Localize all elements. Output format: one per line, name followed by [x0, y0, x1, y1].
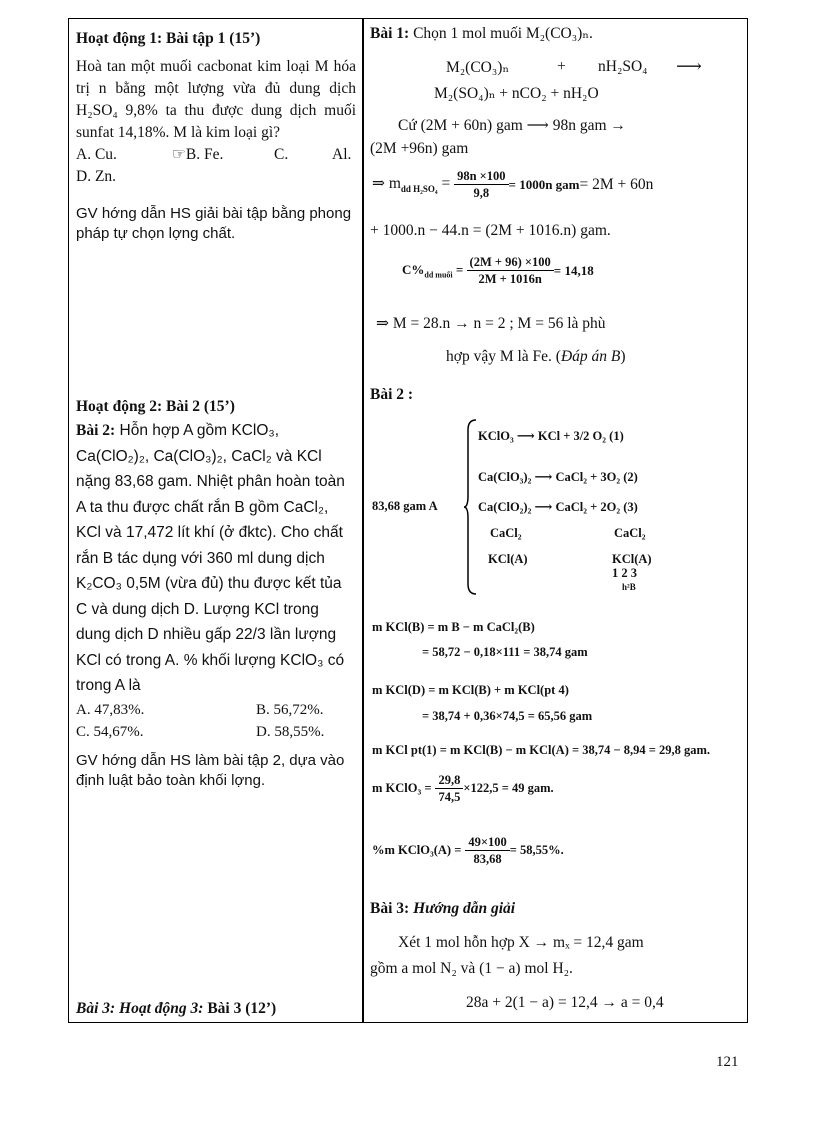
solution-3-line-1: Xét 1 mol hỗn hợp X → mₓ = 12,4 gam — [398, 934, 644, 951]
option-1b: ☞B. Fe. — [172, 146, 224, 163]
reaction-row-5-left: KCl(A) — [488, 552, 528, 566]
option-2a: A. 47,83%. — [76, 701, 145, 718]
option-2d: D. 58,55%. — [256, 723, 325, 740]
reaction-row-4-left: CaCl₂ — [490, 526, 522, 540]
total-solution-mass: + 1000.n − 44.n = (2M + 1016.n) gam. — [370, 222, 611, 239]
left-column-part2 — [76, 396, 356, 791]
teacher-note-2: GV hớng dẫn HS làm bài tập 2, dựa vào định luật bảo toàn khối lợng. — [76, 751, 345, 789]
activity-2-heading: Hoạt động 2: Bài 2 (15’) — [76, 398, 235, 415]
reaction-row-5-right: KCl(A) — [612, 552, 652, 566]
solution-3-heading: Bài 3: Hướng dẫn giải — [370, 900, 516, 917]
option-2c: C. 54,67%. — [76, 723, 144, 740]
reaction-arrow-icon: ⟶ — [676, 56, 702, 76]
reaction-row-7: h²B — [622, 582, 636, 592]
activity-3-heading: Bài 3: Hoạt động 3: Bài 3 (12’) — [76, 1000, 277, 1017]
option-2b: B. 56,72%. — [256, 701, 324, 718]
option-1c-label: C. — [274, 146, 289, 163]
activity-1-heading: Hoạt động 1: Bài tập 1 (15’) — [76, 30, 261, 47]
metal-result-line: ⇒ M = 28.n → n = 2 ; M = 56 là phù — [376, 315, 606, 332]
calc-line-2: = 58,72 − 0,18×111 = 38,74 gam — [422, 645, 588, 659]
kclo3-mass-eq: m KClO₃ = $\frac{29,8}{74,5}$ ×122,5 = 49 gam. — [372, 773, 554, 804]
mixture-a-mass: 83,68 gam A — [372, 499, 438, 513]
option-1a: A. Cu. — [76, 146, 117, 163]
reaction-eq-1: KClO₃ ⟶ KCl + 3/2 O₂ (1) — [478, 429, 624, 443]
h2so4-solution-mass: ⇒ $m_{dd H_2SO_4}$ = $\frac{98n \times 100}{9,8}$ = 1000n gam = 2M + 60n — [372, 169, 654, 200]
left-column — [76, 28, 356, 244]
exercise-1-text: Hoà tan một muối cacbonat kim loại M hóa trị n bằng một lượng vừa đủ dung dịch H₂SO₄ 9,8% ta thu được dung dịch muối sunfat 14,18%. M là kim loại gì? — [76, 58, 356, 141]
exercise-2-options — [76, 699, 356, 743]
calc-line-1: m KCl(B) = m B − m CaCl₂(B) — [372, 620, 535, 634]
solution-3-line-2: gồm a mol N₂ và (1 − a) mol H₂. — [370, 960, 573, 977]
reaction-eq-2: Ca(ClO₃)₂ ⟶ CaCl₂ + 3O₂ (2) — [478, 470, 638, 484]
solution-1-intro: Bài 1: Chọn 1 mol muối M₂(CO₃)ₙ. — [370, 25, 593, 42]
brace-icon — [464, 418, 478, 596]
calc-line-4: = 38,74 + 0,36×74,5 = 65,56 gam — [422, 709, 593, 723]
reaction-1-products: M₂(SO₄)ₙ + nCO₂ + nH₂O — [434, 85, 599, 102]
page-number: 121 — [716, 1054, 739, 1070]
kclo3-percent-eq: %m KClO₃(A) = $\frac{49\times 100}{83,68}$ = 58,55%. — [372, 835, 564, 866]
reaction-row-4-right: CaCl₂ — [614, 526, 646, 540]
exercise-1-options — [76, 144, 356, 166]
solution-3-line-3: 28a + 2(1 − a) = 12,4 → a = 0,4 — [466, 994, 664, 1011]
option-1c-value: Al. — [332, 146, 352, 163]
solution-2-label: Bài 2 : — [370, 386, 414, 403]
reaction-1-plus: + — [557, 58, 566, 75]
exercise-2-text: Bài 2: Hỗn hợp A gồm KClO₃, Ca(ClO₂)₂, Ca(ClO₃)₂, CaCl₂ và KCl nặng 83,68 gam. Nhiệt phân hoàn toàn A ta thu được chất rắn B gồm CaCl₂, KCl và 17,472 lít khí (ở đktc). Cho chất rắn B tác dụng với 360 ml dung dịch K₂CO₃ 0,5M (vừa đủ) thu được kết tủa C và dung dịch D. Lượng KCl trong dung dịch D nhiều gấp 22/3 lần lượng KCl có trong A. % khối lượng KClO₃ có trong A là — [76, 422, 345, 694]
mass-ratio-line-2: (2M +96n) gam — [370, 140, 469, 157]
calc-line-5: m KCl pt(1) = m KCl(B) − m KCl(A) = 38,74 − 8,94 = 29,8 gam. — [372, 743, 711, 757]
teacher-note-1: GV hớng dẫn HS giải bài tập bằng phong pháp tự chọn lợng chất. — [76, 205, 352, 242]
salt-concentration-eq: $C\%_{dd muối}$ = $\frac{(2M + 96) \times 100}{2M + 1016n}$ = 14,18 — [402, 255, 594, 286]
reaction-eq-3: Ca(ClO₂)₂ ⟶ CaCl₂ + 2O₂ (3) — [478, 500, 638, 514]
pointer-hand-icon: ☞ — [172, 146, 186, 163]
mass-ratio-line: Cứ (2M + 60n) gam ⟶ 98n gam → — [398, 117, 626, 134]
option-1d: D. Zn. — [76, 168, 117, 185]
metal-conclusion: hợp vậy M là Fe. (Đáp án B) — [446, 348, 626, 365]
calc-line-3: m KCl(D) = m KCl(B) + m KCl(pt 4) — [372, 683, 569, 697]
reaction-1-reactant: M₂(CO₃)ₙ — [446, 59, 510, 76]
reaction-1-acid: nH₂SO₄ — [598, 58, 648, 75]
column-divider — [362, 18, 364, 1023]
reaction-row-6: 1 2 3 — [612, 566, 637, 580]
